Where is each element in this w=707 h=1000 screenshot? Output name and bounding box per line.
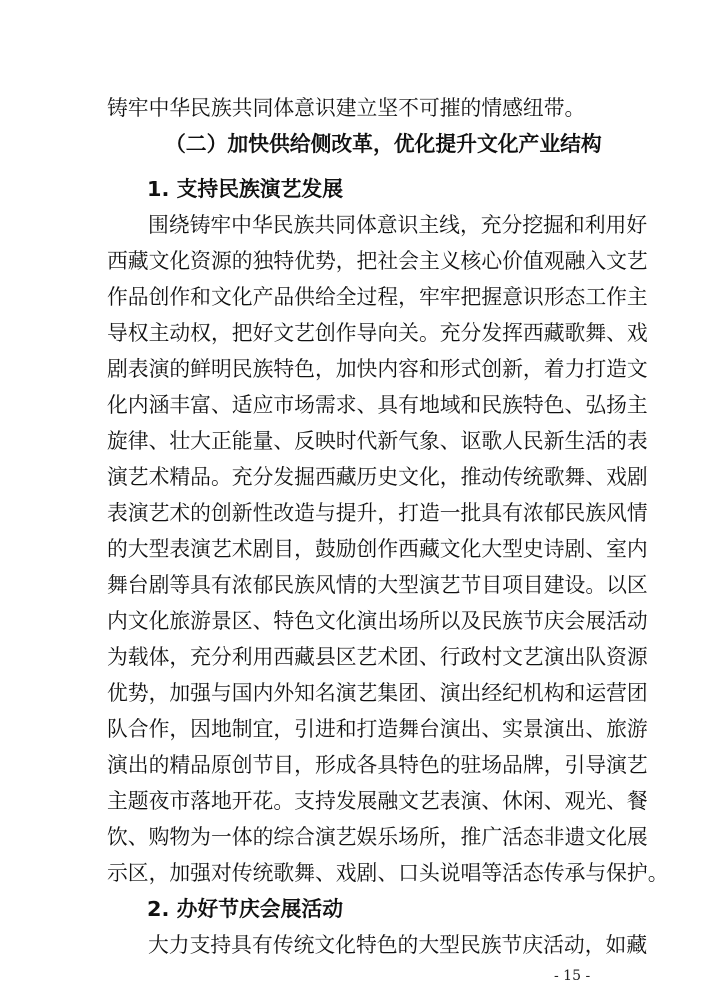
- paragraph-line-17: 主题夜市落地开花。支持发展融文艺表演、休闲、观光、餐: [107, 789, 648, 813]
- page-number: - 15 -: [554, 968, 591, 984]
- paragraph-line-11: 舞台剧等具有浓郁民族风情的大型演艺节目项目建设。以区: [107, 573, 648, 597]
- paragraph-line-6: 化内涵丰富、适应市场需求、具有地域和民族特色、弘扬主: [107, 393, 648, 417]
- paragraph-line-5: 剧表演的鲜明民族特色，加快内容和形式创新，着力打造文: [107, 357, 648, 381]
- paragraph-line-4: 导权主动权，把好文艺创作导向关。充分发挥西藏歌舞、戏: [107, 321, 648, 345]
- paragraph-line-9: 表演艺术的创新性改造与提升，打造一批具有浓郁民族风情: [107, 501, 648, 525]
- paragraph-line-18: 饮、购物为一体的综合演艺娱乐场所，推广活态非遗文化展: [107, 825, 648, 849]
- paragraph-line-13: 为载体，充分利用西藏县区艺术团、行政村文艺演出队资源: [107, 645, 648, 669]
- paragraph-line-1: 围绕铸牢中华民族共同体意识主线，充分挖掘和利用好: [148, 213, 648, 237]
- paragraph-line-12: 内文化旅游景区、特色文化演出场所以及民族节庆会展活动: [107, 609, 648, 633]
- paragraph-line-20: 大力支持具有传统文化特色的大型民族节庆活动，如藏: [148, 933, 648, 957]
- paragraph-line-15: 队合作，因地制宜，引进和打造舞台演出、实景演出、旅游: [107, 717, 648, 741]
- paragraph-line-16: 演出的精品原创节目，形成各具特色的驻场品牌，引导演艺: [107, 753, 648, 777]
- paragraph-line-3: 作品创作和文化产品供给全过程，牢牢把握意识形态工作主: [107, 285, 648, 309]
- paragraph-line-19: 示区，加强对传统歌舞、戏剧、口头说唱等活态传承与保护。: [107, 861, 669, 885]
- paragraph-line-14: 优势，加强与国内外知名演艺集团、演出经纪机构和运营团: [107, 681, 648, 705]
- subsection-heading-1: 1. 支持民族演艺发展: [147, 177, 343, 201]
- section-heading: （二）加快供给侧改革，优化提升文化产业结构: [165, 132, 602, 156]
- paragraph-line-7: 旋律、壮大正能量、反映时代新气象、讴歌人民新生活的表: [107, 429, 648, 453]
- body-line-1: 铸牢中华民族共同体意识建立坚不可摧的情感纽带。: [107, 96, 586, 120]
- paragraph-line-2: 西藏文化资源的独特优势，把社会主义核心价值观融入文艺: [107, 249, 648, 273]
- paragraph-line-8: 演艺术精品。充分发掘西藏历史文化，推动传统歌舞、戏剧: [107, 465, 648, 489]
- subsection-heading-2: 2. 办好节庆会展活动: [147, 897, 343, 921]
- paragraph-line-10: 的大型表演艺术剧目，鼓励创作西藏文化大型史诗剧、室内: [107, 537, 648, 561]
